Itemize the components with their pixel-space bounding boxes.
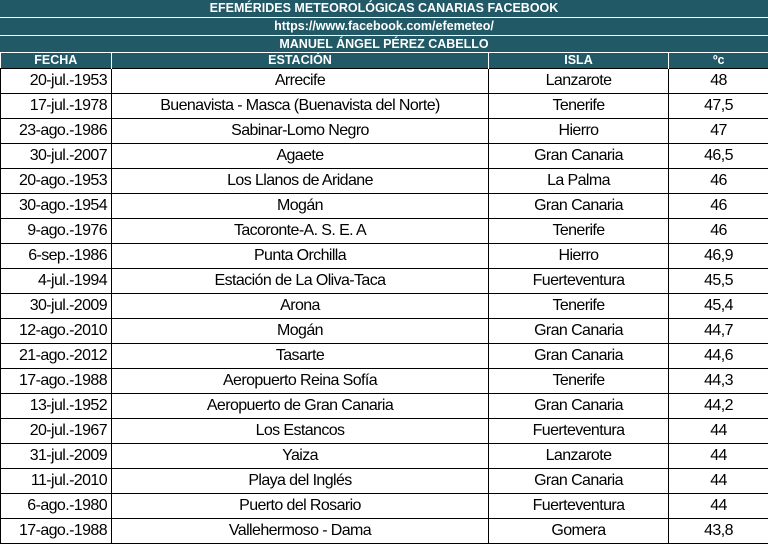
column-header-temperature: ºc [669,53,768,69]
records-table [0,53,768,544]
cell-isla: Fuerteventura [489,494,669,519]
table-row [1,494,768,519]
table-row [1,69,768,94]
cell-temperature: 44,6 [669,344,768,369]
cell-fecha: 9-ago.-1976 [1,219,112,244]
cell-temperature: 44 [669,469,768,494]
cell-estacion: Playa del Inglés [112,469,489,494]
cell-fecha: 20-jul.-1967 [1,419,112,444]
cell-isla: Gomera [489,519,669,544]
cell-isla: Fuerteventura [489,419,669,444]
cell-fecha: 20-jul.-1953 [1,69,112,94]
cell-fecha: 30-ago.-1954 [1,194,112,219]
column-header-fecha: FECHA [1,53,112,69]
cell-temperature: 44,2 [669,394,768,419]
cell-fecha: 17-jul.-1978 [1,94,112,119]
table-row [1,369,768,394]
table-row [1,244,768,269]
cell-isla: Lanzarote [489,444,669,469]
cell-estacion: Yaiza [112,444,489,469]
cell-fecha: 20-ago.-1953 [1,169,112,194]
cell-estacion: Mogán [112,319,489,344]
cell-temperature: 46 [669,169,768,194]
cell-isla: Tenerife [489,294,669,319]
cell-estacion: Tacoronte-A. S. E. A [112,219,489,244]
cell-temperature: 47 [669,119,768,144]
cell-temperature: 46 [669,219,768,244]
table-row [1,144,768,169]
table-row [1,319,768,344]
cell-estacion: Sabinar-Lomo Negro [112,119,489,144]
cell-estacion: Tasarte [112,344,489,369]
cell-fecha: 21-ago.-2012 [1,344,112,369]
cell-temperature: 44 [669,419,768,444]
table-row [1,394,768,419]
cell-temperature: 45,4 [669,294,768,319]
table-row [1,269,768,294]
cell-temperature: 45,5 [669,269,768,294]
cell-fecha: 17-ago.-1988 [1,519,112,544]
column-header-isla: ISLA [489,53,669,69]
cell-temperature: 47,5 [669,94,768,119]
cell-fecha: 6-ago.-1980 [1,494,112,519]
cell-estacion: Estación de La Oliva-Taca [112,269,489,294]
cell-fecha: 11-jul.-2010 [1,469,112,494]
table-row [1,194,768,219]
cell-isla: La Palma [489,169,669,194]
cell-estacion: Los Estancos [112,419,489,444]
cell-fecha: 31-jul.-2009 [1,444,112,469]
cell-fecha: 30-jul.-2009 [1,294,112,319]
cell-isla: Gran Canaria [489,194,669,219]
table-row [1,519,768,544]
column-header-row [1,53,768,69]
cell-isla: Gran Canaria [489,144,669,169]
cell-fecha: 23-ago.-1986 [1,119,112,144]
table-row [1,94,768,119]
cell-estacion: Aeropuerto Reina Sofía [112,369,489,394]
cell-isla: Hierro [489,244,669,269]
cell-estacion: Buenavista - Masca (Buenavista del Norte) [112,94,489,119]
cell-temperature: 46,5 [669,144,768,169]
cell-fecha: 17-ago.-1988 [1,369,112,394]
cell-estacion: Vallehermoso - Dama [112,519,489,544]
cell-isla: Gran Canaria [489,394,669,419]
cell-isla: Gran Canaria [489,344,669,369]
table-body [1,69,768,544]
author-name: MANUEL ÁNGEL PÉREZ CABELLO [0,36,768,53]
table-row [1,469,768,494]
column-header-estacion: ESTACIÓN [112,53,489,69]
table-row [1,294,768,319]
cell-temperature: 44,7 [669,319,768,344]
cell-estacion: Mogán [112,194,489,219]
cell-estacion: Punta Orchilla [112,244,489,269]
cell-temperature: 44 [669,444,768,469]
cell-temperature: 46 [669,194,768,219]
table-title: EFEMÉRIDES METEOROLÓGICAS CANARIAS FACEBOOK [0,0,768,18]
table-row [1,169,768,194]
cell-estacion: Arrecife [112,69,489,94]
cell-isla: Hierro [489,119,669,144]
cell-estacion: Puerto del Rosario [112,494,489,519]
cell-fecha: 6-sep.-1986 [1,244,112,269]
cell-isla: Tenerife [489,369,669,394]
cell-temperature: 46,9 [669,244,768,269]
cell-isla: Lanzarote [489,69,669,94]
table-row [1,219,768,244]
cell-isla: Tenerife [489,219,669,244]
cell-temperature: 43,8 [669,519,768,544]
cell-estacion: Aeropuerto de Gran Canaria [112,394,489,419]
table-row [1,344,768,369]
cell-fecha: 12-ago.-2010 [1,319,112,344]
cell-temperature: 48 [669,69,768,94]
cell-estacion: Arona [112,294,489,319]
cell-isla: Gran Canaria [489,319,669,344]
table-row [1,419,768,444]
cell-temperature: 44,3 [669,369,768,394]
cell-fecha: 30-jul.-2007 [1,144,112,169]
table-row [1,119,768,144]
cell-isla: Tenerife [489,94,669,119]
cell-fecha: 4-jul.-1994 [1,269,112,294]
table-row [1,444,768,469]
cell-estacion: Agaete [112,144,489,169]
cell-temperature: 44 [669,494,768,519]
cell-fecha: 13-jul.-1952 [1,394,112,419]
cell-isla: Fuerteventura [489,269,669,294]
facebook-url: https://www.facebook.com/efemeteo/ [0,18,768,36]
cell-estacion: Los Llanos de Aridane [112,169,489,194]
cell-isla: Gran Canaria [489,469,669,494]
